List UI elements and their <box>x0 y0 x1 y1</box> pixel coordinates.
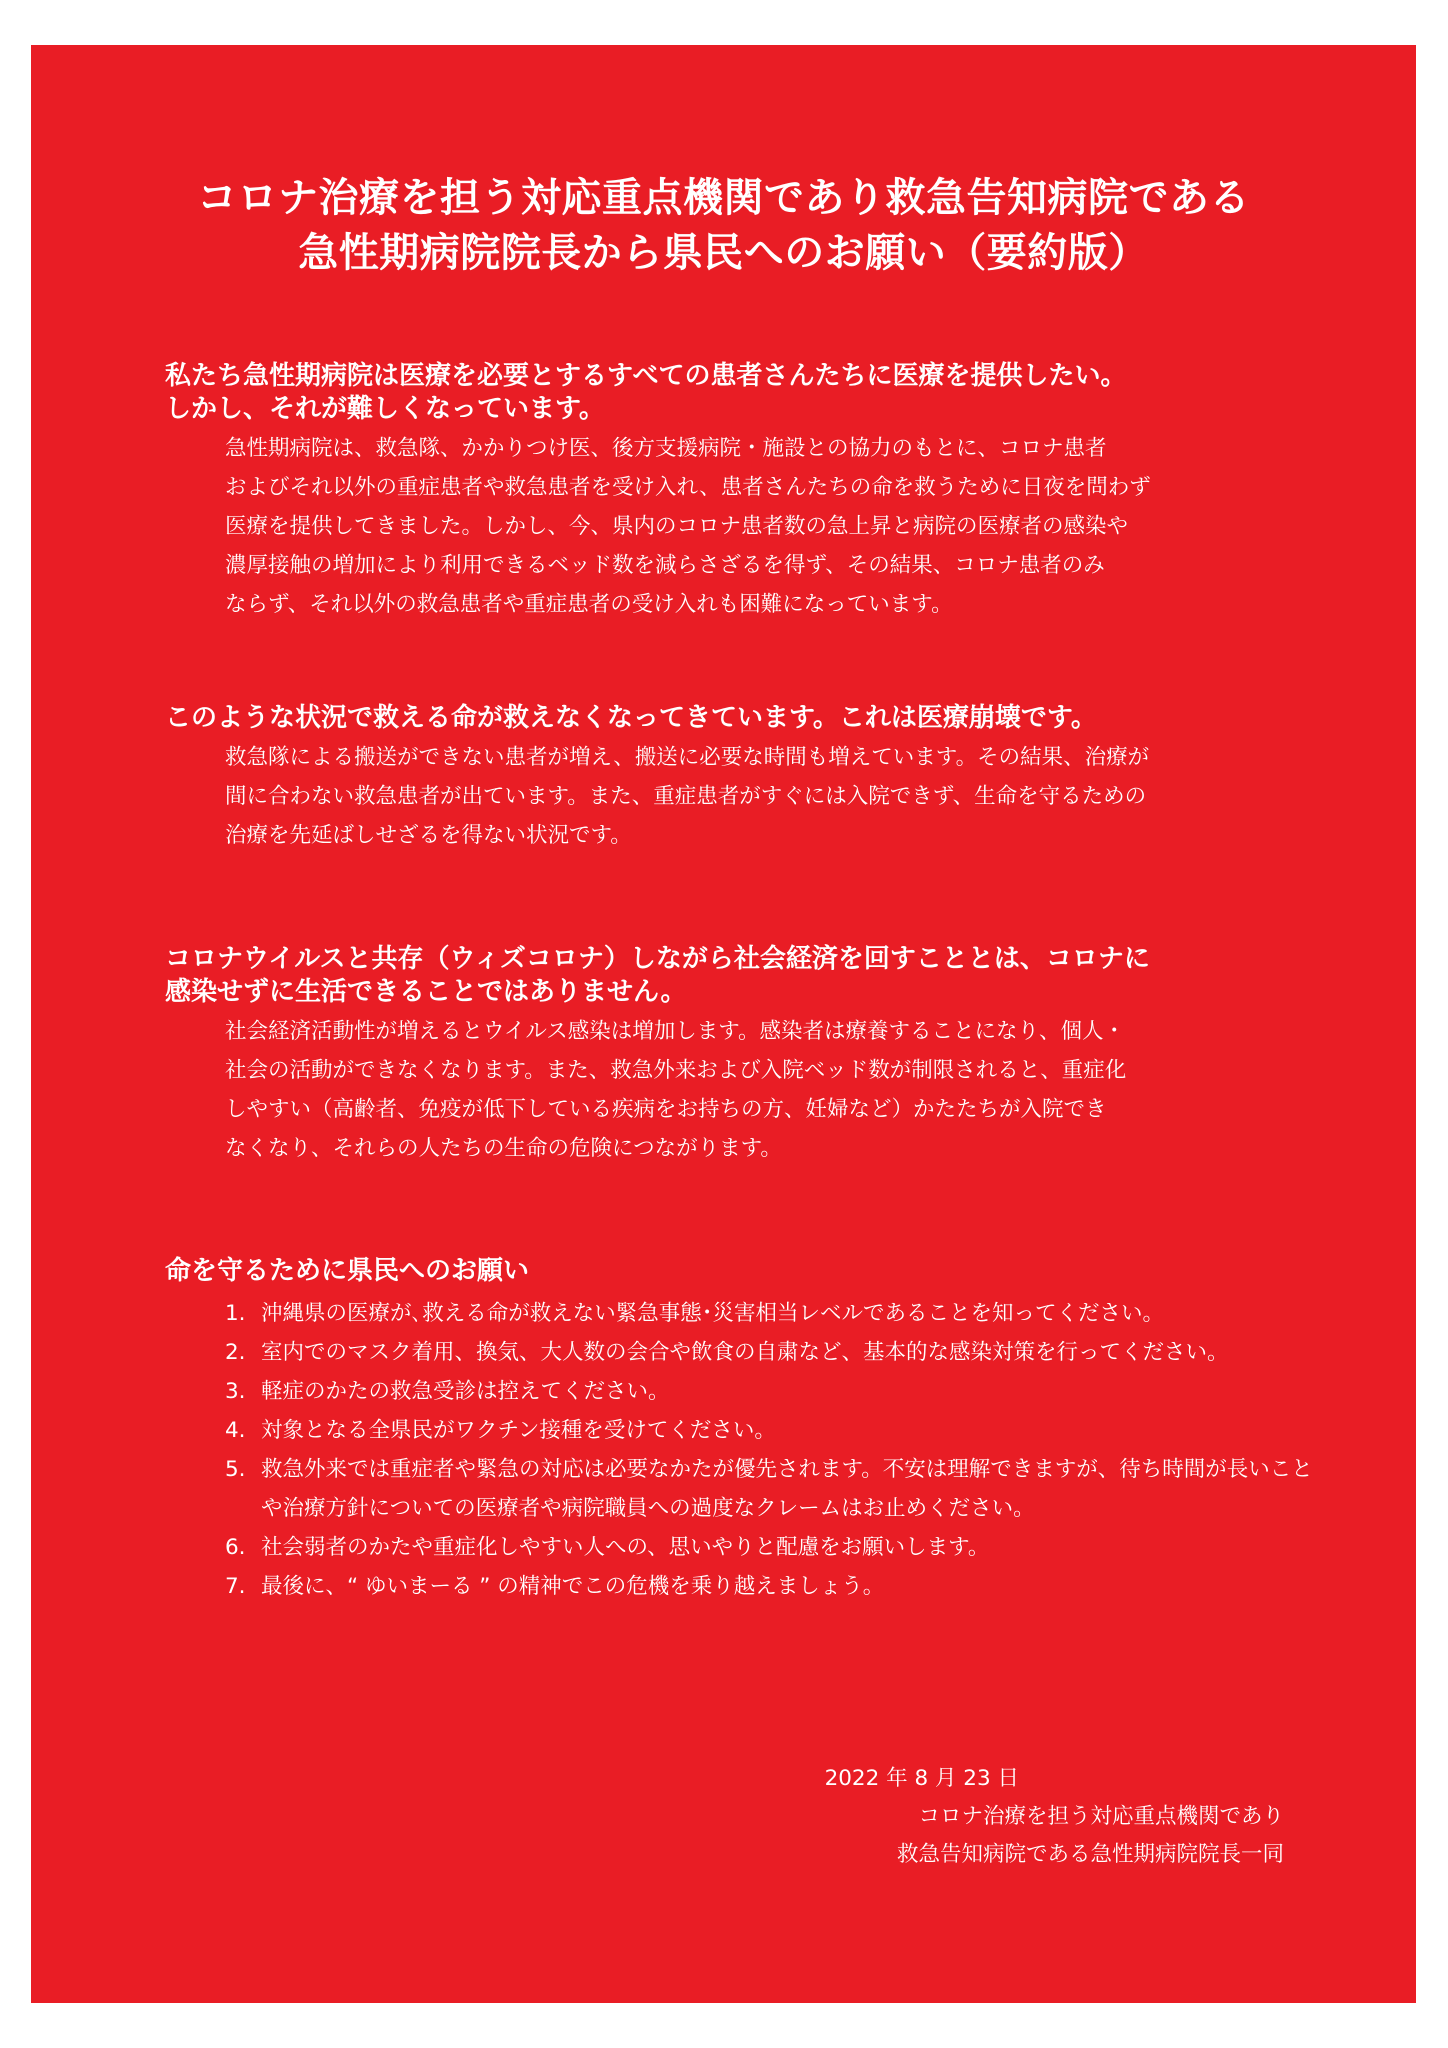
signoff-line-2: 救急告知病院である急性期病院院長一同 <box>896 1842 1284 1867</box>
requests-section <box>165 1255 1315 1606</box>
body-line: 社会経済活動性が増えるとウイルス感染は増加します。感染者は療養することになり、個人・ <box>225 1019 1125 1044</box>
request-item <box>225 1567 1315 1606</box>
signoff-line-1: コロナ治療を担う対応重点機関であり <box>918 1804 1284 1829</box>
body-line: およびそれ以外の重症患者や救急患者を受け入れ、患者さんたちの命を救うために日夜を問わず <box>225 475 1151 500</box>
body-line: しやすい（高齢者、免疫が低下している疾病をお持ちの方、妊婦など）かたたちが入院でき <box>225 1097 1107 1122</box>
notice-title <box>31 171 1416 281</box>
request-number: 1. <box>225 1301 246 1326</box>
request-item <box>225 1333 1315 1372</box>
notice-sheet <box>31 45 1416 2003</box>
section-heading-line: 私たち急性期病院は医療を必要とするすべての患者さんたちに医療を提供したい。 <box>165 361 1127 391</box>
request-item <box>225 1528 1315 1567</box>
body-line: 治療を先延ばしせざるを得ない状況です。 <box>225 823 632 848</box>
section-1-heading <box>165 360 1315 426</box>
request-text: 沖縄県の医療が､救える命が救えない緊急事態･災害相当レベルであることを知ってください。 <box>261 1301 1165 1326</box>
request-number: 5. <box>225 1457 246 1482</box>
request-number: 3. <box>225 1379 246 1404</box>
section-2-body <box>225 738 1315 855</box>
request-text: 室内でのマスク着用、換気、大人数の会合や飲食の自粛など、基本的な感染対策を行ってください。 <box>261 1340 1229 1365</box>
request-item <box>225 1372 1315 1411</box>
request-number: 2. <box>225 1340 246 1365</box>
request-item <box>225 1450 1315 1528</box>
requests-list <box>225 1294 1315 1606</box>
request-text: 対象となる全県民がワクチン接種を受けてください。 <box>261 1418 776 1443</box>
section-3-heading <box>165 943 1315 1009</box>
section-3 <box>165 943 1315 1168</box>
body-line: なくなり、それらの人たちの生命の危険につながります。 <box>225 1136 782 1161</box>
section-2-heading <box>165 702 1315 735</box>
body-line: 社会の活動ができなくなります。また、救急外来および入院ベッド数が制限されると、重症化 <box>225 1058 1127 1083</box>
signoff-block <box>825 1760 1284 1874</box>
title-line-1: コロナ治療を担う対応重点機関であり救急告知病院である <box>197 175 1250 221</box>
signoff-date: 2022 年 8 月 23 日 <box>824 1766 1019 1791</box>
body-line: 急性期病院は、救急隊、かかりつけ医、後方支援病院・施設との協力のもとに、コロナ患者 <box>225 436 1107 461</box>
request-text: 救急外来では重症者や緊急の対応は必要なかたが優先されます。不安は理解できますが、待ち時間が長いことや治療方針についての医療者や病院職員への過度なクレームはお止めください。 <box>261 1457 1313 1521</box>
request-text: 軽症のかたの救急受診は控えてください。 <box>261 1379 670 1404</box>
request-number: 6. <box>225 1535 246 1560</box>
section-2 <box>165 702 1315 855</box>
section-3-body <box>225 1012 1315 1168</box>
body-line: 医療を提供してきました。しかし、今、県内のコロナ患者数の急上昇と病院の医療者の感染や <box>225 514 1129 539</box>
section-1 <box>165 360 1315 624</box>
request-item <box>225 1411 1315 1450</box>
section-heading-line: このような状況で救える命が救えなくなってきています。これは医療崩壊です。 <box>165 703 1097 733</box>
request-item <box>225 1294 1315 1333</box>
body-line: 間に合わない救急患者が出ています。また、重症患者がすぐには入院できず、生命を守るための <box>225 784 1147 809</box>
section-heading-line: コロナウイルスと共存（ウィズコロナ）しながら社会経済を回すこととは、コロナに <box>165 944 1150 974</box>
section-heading-line: 感染せずに生活できることではありません。 <box>165 977 687 1007</box>
request-number: 7. <box>225 1574 246 1599</box>
body-line: 救急隊による搬送ができない患者が増え、搬送に必要な時間も増えています。その結果、治療が <box>225 745 1150 770</box>
section-heading-line: しかし、それが難しくなっています。 <box>165 394 605 424</box>
body-line: ならず、それ以外の救急患者や重症患者の受け入れも困難になっています。 <box>225 592 953 617</box>
body-line: 濃厚接触の増加により利用できるベッド数を減らさざるを得ず、その結果、コロナ患者のみ <box>225 553 1105 578</box>
title-line-2: 急性期病院院長から県民へのお願い（要約版） <box>298 230 1149 276</box>
section-1-body <box>225 429 1315 624</box>
requests-heading: 命を守るために県民へのお願い <box>165 1256 530 1286</box>
request-number: 4. <box>225 1418 246 1443</box>
request-text: 社会弱者のかたや重症化しやすい人への、思いやりと配慮をお願いします。 <box>261 1535 990 1560</box>
request-text: 最後に、“ ゆいまーる ” の精神でこの危機を乗り越えましょう。 <box>261 1574 885 1599</box>
